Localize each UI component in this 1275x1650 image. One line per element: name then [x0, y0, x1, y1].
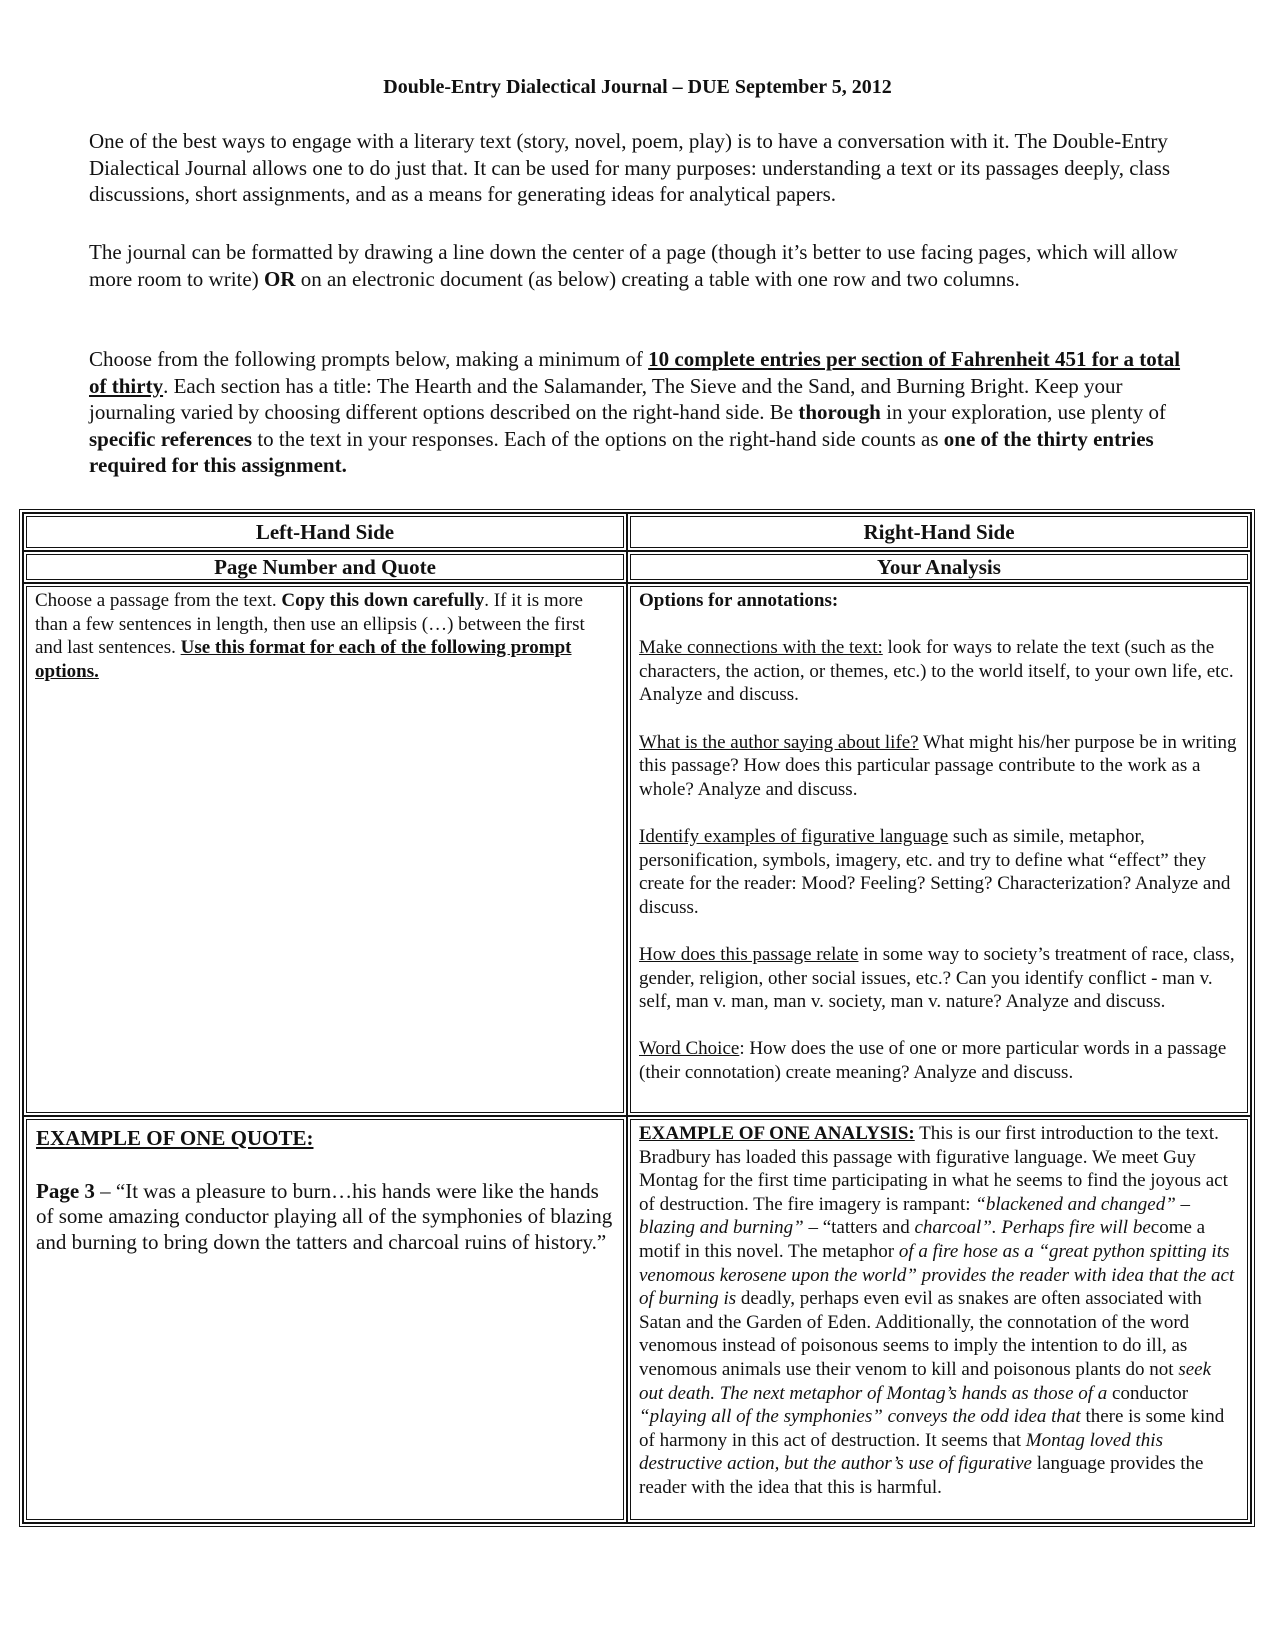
option-item: [639, 636, 1239, 707]
analysis-text: language provides the reader with the idea that this is harmful.: [639, 1453, 1204, 1498]
right-header: Right-Hand Side: [863, 519, 1015, 544]
instr-text-b: . If it is more than a few sentences in length, then use an ellipsis (…) between the first and last sentences.: [35, 590, 585, 659]
option-title: Make connections with the text:: [639, 637, 883, 659]
p3-bold-thorough: thorough: [798, 400, 881, 424]
example-analysis-cell: [627, 1116, 1251, 1523]
option-item: [639, 825, 1239, 919]
p3-requirement: 10 complete entries per section of Fahrenheit 451 for a total of thirty: [89, 347, 1181, 398]
option-title: Word Choice: [639, 1038, 740, 1060]
p2-text-a: The journal can be formatted by drawing a line down the center of a page (though it’s better to use facing pages, which will allow more room to write): [89, 240, 1178, 291]
analysis-italic: of a fire hose as a “great python spitting its venomous kerosene upon the world” provides the reader with idea that the act of burning is: [639, 1240, 1235, 1310]
option-item: [639, 1037, 1239, 1084]
p2-bold-or: OR: [263, 266, 296, 291]
option-text: What might his/her purpose be in writing this passage? How does this particular passage contribute to the work as a whole? Analyze and discuss.: [639, 731, 1237, 800]
intro-paragraph-1: One of the best ways to engage with a literary text (story, novel, poem, play) is to have a conversation with it. The Double-Entry Dialectical Journal allows one to do just that. It can be used for many purposes: understanding a text or its passages deeply, class discussions, short assignments, and as a means for generating ideas for analytical papers.: [89, 129, 1171, 206]
intro-paragraph-3: [89, 346, 1199, 479]
p3-text-a: Choose from the following prompts below, making a minimum of: [89, 347, 649, 371]
option-item: [639, 943, 1239, 1014]
right-subheader-cell: [627, 551, 1251, 583]
example-analysis-heading: EXAMPLE OF ONE ANALYSIS:: [639, 1123, 915, 1144]
analysis-italic: “playing all of the symphonies” conveys the odd idea that: [639, 1406, 1081, 1428]
page-label: Page 3: [36, 1178, 95, 1203]
option-text: such as simile, metaphor, personification, symbols, imagery, etc. and try to define what “effect” they create for the reader: Mood? Feeling? Setting? Characterization? Analyze and discuss.: [639, 825, 1231, 918]
analysis-text: conductor: [1107, 1382, 1189, 1404]
instr-bold-underline: Use this format for each of the following prompt options.: [35, 637, 572, 682]
quote-text: – “It was a pleasure to burn…his hands were like the hands of some amazing conductor playing all of the symphonies of blazing and burning to bring down the tatters and charcoal ruins of history.”: [36, 1178, 613, 1254]
p3-text-b: . Each section has a title: The Hearth and the Salamander, The Sieve and the Sand, and Burning Bright. Keep your journaling varied by choosing different options described on the right-hand side. Be: [89, 373, 1123, 424]
option-text: in some way to society’s treatment of race, class, gender, religion, other social issues, etc.? Can you identify conflict - man v. self, man v. man, man v. society, man v. nature? Analyze and discuss.: [639, 943, 1235, 1013]
right-options-cell: [627, 583, 1251, 1116]
options-heading: [639, 589, 1239, 613]
example-analysis: [639, 1122, 1239, 1500]
right-subheader: Your Analysis: [877, 554, 1001, 579]
right-header-cell: [627, 513, 1251, 551]
analysis-text: come a motif in this novel. The metaphor: [639, 1217, 1206, 1262]
p3-text-d: to the text in your responses. Each of the options on the right-hand side counts as: [252, 426, 944, 451]
option-item: [639, 731, 1239, 802]
analysis-italic: seek out death. The next metaphor of Montag’s hands as those of a: [639, 1358, 1212, 1404]
document-title: Double-Entry Dialectical Journal – DUE September 5, 2012: [383, 76, 892, 98]
p2-text-b: on an electronic document (as below) creating a table with one row and two columns.: [295, 266, 1020, 291]
analysis-italic: charcoal”. Perhaps fire will be: [914, 1217, 1151, 1239]
left-subheader-cell: [23, 551, 627, 583]
analysis-text: – “tatters and: [803, 1217, 915, 1239]
option-text: look for ways to relate the text (such as the characters, the action, or themes, etc.) to the world itself, to your own life, etc. Analyze and discuss.: [639, 637, 1234, 706]
instr-bold: Copy this down carefully: [281, 590, 485, 611]
option-title: How does this passage relate: [639, 943, 859, 965]
left-header-cell: [23, 513, 627, 551]
p3-bold-entries: one of the thirty entries required for this assignment.: [89, 426, 1154, 477]
example-quote-heading: EXAMPLE OF ONE QUOTE:: [36, 1126, 314, 1150]
left-header: Left-Hand Side: [255, 519, 395, 544]
example-quote: [36, 1179, 614, 1256]
left-instructions-cell: [23, 583, 627, 1116]
p3-text-c: in your exploration, use plenty of: [880, 400, 1167, 424]
example-quote-heading-wrap: [36, 1126, 614, 1152]
options-heading-text: Options for annotations:: [639, 590, 839, 611]
option-title: What is the author saying about life?: [639, 731, 919, 753]
journal-table: [19, 509, 1255, 1527]
analysis-italic: “blackened and changed” – blazing and burning”: [639, 1193, 1191, 1239]
p3-bold-specific-references: specific references: [89, 426, 253, 451]
intro-paragraph-2: [89, 239, 1199, 292]
analysis-text: there is some kind of harmony in this act of destruction. It seems that: [639, 1406, 1225, 1451]
analysis-italic: Montag loved this destructive action, but the author’s use of figurative: [639, 1429, 1163, 1475]
left-instructions: [35, 589, 615, 683]
option-title: Identify examples of figurative language: [639, 825, 949, 847]
example-quote-cell: [23, 1116, 627, 1523]
left-subheader: Page Number and Quote: [214, 554, 436, 579]
instr-text-a: Choose a passage from the text.: [35, 590, 282, 611]
analysis-text: This is our first introduction to the text. Bradbury has loaded this passage with figurative language. We meet Guy Montag for the first time participating in what he seems to find the joyous act of destruction. The fire imagery is rampant:: [639, 1123, 1228, 1215]
option-text: : How does the use of one or more particular words in a passage (their connotation) create meaning? Analyze and discuss.: [639, 1038, 1227, 1083]
analysis-text: deadly, perhaps even evil as snakes are often associated with Satan and the Garden of Eden. Additionally, the connotation of the word venomous instead of poisonous seems to imply the intention to do ill, as venomous animals use their venom to kill and poisonous plants do not: [639, 1288, 1202, 1380]
